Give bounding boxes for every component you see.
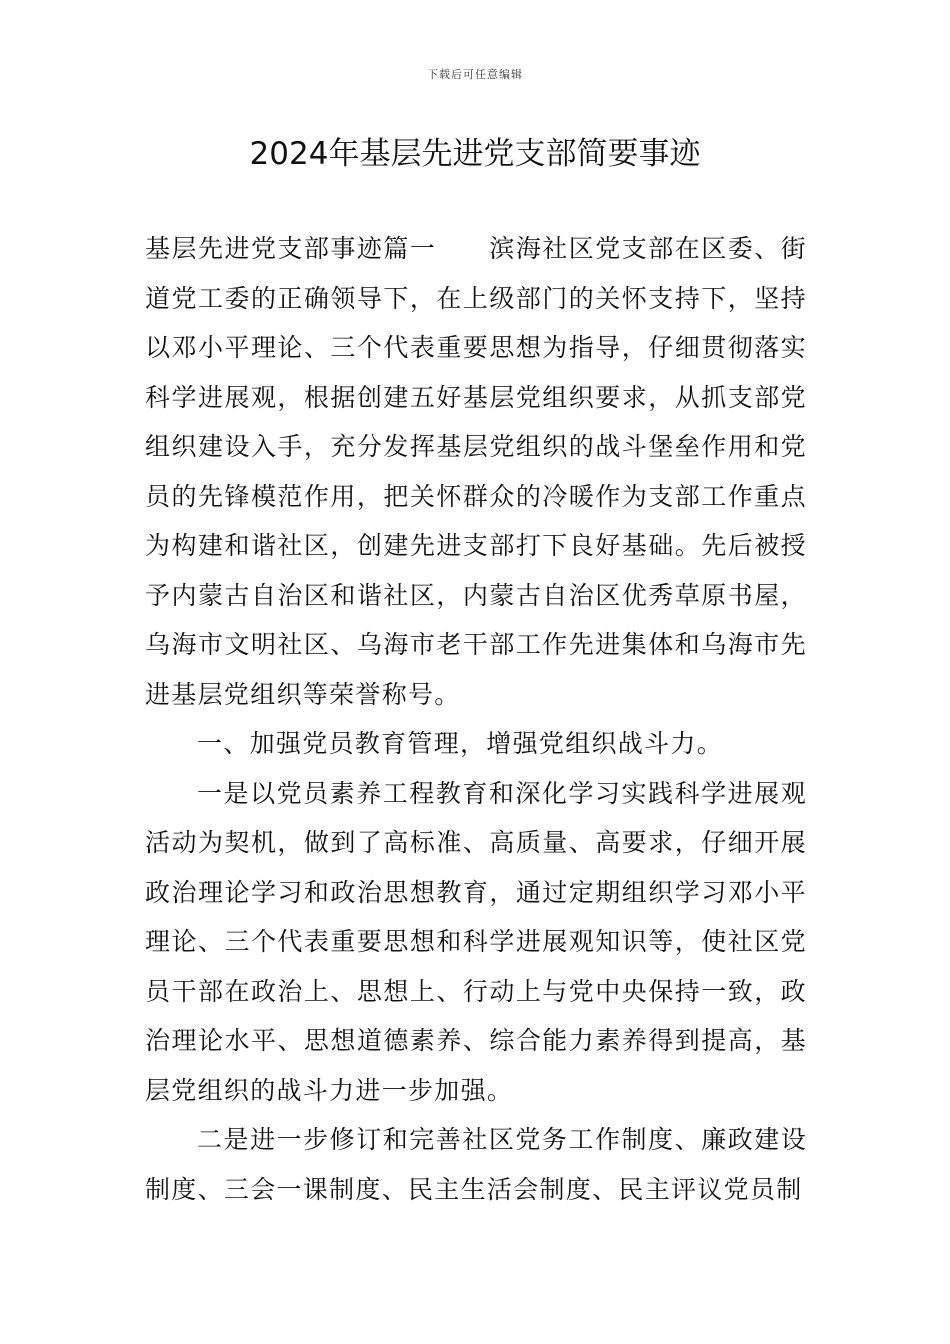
header-note: 下载后可任意编辑	[427, 68, 523, 81]
paragraph-section-heading: 一、加强党员教育管理，增强党组织战斗力。	[197, 729, 724, 758]
paragraph-intro: 基层先进党支部事迹篇一 滨海社区党支部在区委、街道党工委的正确领导下，在上级部门的关怀支持下，坚持以邓小平理论、三个代表重要思想为指导，仔细贯彻落实科学进展观，根据创建五好基层党组织要求，从抓支部党组织建设入手，充分发挥基层党组织的战斗堡垒作用和党员的先锋模范作用，把关怀群众的冷暖作为支部工作重点为构建和谐社区，创建先进支部打下良好基础。先后被授予内蒙古自治区和谐社区，内蒙古自治区优秀草原书屋，乌海市文明社区、乌海市老干部工作先进集体和乌海市先进基层党组织等荣誉称号。	[145, 234, 807, 709]
document-title: 2024年基层先进党支部简要事迹	[249, 136, 701, 172]
document-body	[145, 224, 807, 1214]
paragraph-point-two: 二是进一步修订和完善社区党务工作制度、廉政建设制度、三会一课制度、民主生活会制度、民主评议党员制	[145, 1125, 807, 1204]
paragraph-point-one: 一是以党员素养工程教育和深化学习实践科学进展观活动为契机，做到了高标准、高质量、高要求，仔细开展政治理论学习和政治思想教育，通过定期组织学习邓小平理论、三个代表重要思想和科学进展观知识等，使社区党员干部在政治上、思想上、行动上与党中央保持一致，政治理论水平、思想道德素养、综合能力素养得到提高，基层党组织的战斗力进一步加强。	[145, 778, 807, 1105]
